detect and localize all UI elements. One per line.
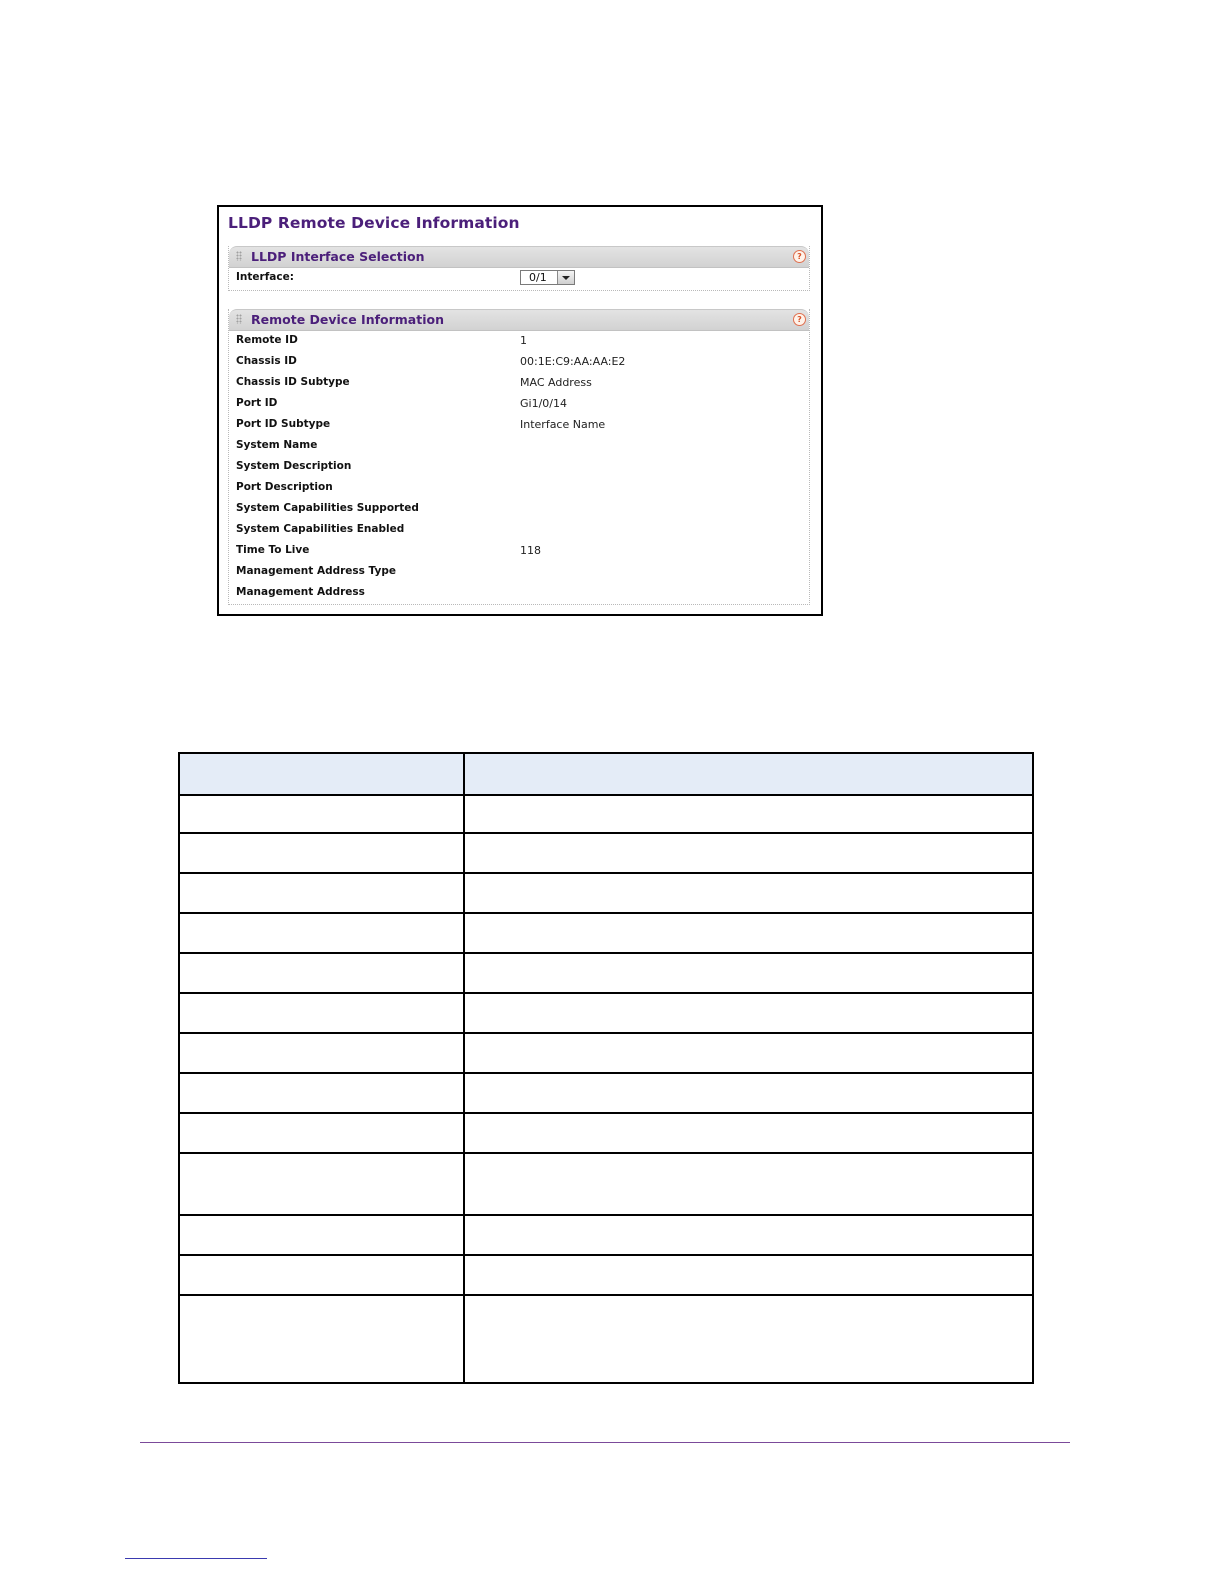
chevron-down-icon[interactable]	[557, 271, 574, 284]
info-label: Remote ID	[236, 334, 298, 346]
table-cell	[464, 795, 1033, 833]
interface-row	[229, 268, 809, 290]
remote-device-rows	[229, 331, 809, 604]
table-cell	[179, 913, 464, 953]
info-value: 118	[520, 544, 541, 557]
info-label: System Description	[236, 460, 352, 472]
table-header-row	[179, 753, 1033, 795]
table-cell	[179, 873, 464, 913]
info-value: Gi1/0/14	[520, 397, 567, 410]
remote-device-header	[229, 309, 809, 331]
table-body	[179, 795, 1033, 1383]
info-row	[229, 436, 809, 457]
table-row	[179, 1295, 1033, 1383]
footer-link-underline	[125, 1558, 267, 1559]
table-cell	[464, 1295, 1033, 1383]
interface-selection-header	[229, 246, 809, 268]
info-row	[229, 415, 809, 436]
table-cell	[179, 1255, 464, 1295]
info-row	[229, 583, 809, 604]
info-row	[229, 352, 809, 373]
info-label: Port ID	[236, 397, 278, 409]
table-row	[179, 795, 1033, 833]
info-label: System Name	[236, 439, 318, 451]
table-cell	[179, 795, 464, 833]
table-header-cell	[464, 753, 1033, 795]
table-cell	[179, 1295, 464, 1383]
table-row	[179, 913, 1033, 953]
info-label: Chassis ID	[236, 355, 297, 367]
info-row	[229, 457, 809, 478]
description-table	[178, 752, 1034, 1384]
interface-select-value: 0/1	[529, 271, 547, 284]
table-row	[179, 833, 1033, 873]
table-cell	[179, 1033, 464, 1073]
remote-device-section	[228, 309, 810, 605]
info-row	[229, 331, 809, 352]
interface-selection-section	[228, 246, 810, 291]
info-label: Time To Live	[236, 544, 310, 556]
interface-selection-title: LLDP Interface Selection	[251, 249, 425, 264]
table-cell	[179, 1073, 464, 1113]
table-cell	[464, 993, 1033, 1033]
info-value: Interface Name	[520, 418, 606, 431]
info-value: MAC Address	[520, 376, 592, 389]
table-row	[179, 1113, 1033, 1153]
info-label: Management Address Type	[236, 565, 396, 577]
info-value: 00:1E:C9:AA:AA:E2	[520, 355, 626, 368]
table-row	[179, 1215, 1033, 1255]
info-row	[229, 394, 809, 415]
info-row	[229, 520, 809, 541]
table-cell	[464, 1255, 1033, 1295]
page-divider	[140, 1442, 1070, 1443]
interface-select[interactable]	[520, 270, 575, 285]
info-row	[229, 562, 809, 583]
info-row	[229, 499, 809, 520]
table-cell	[464, 833, 1033, 873]
info-label: Port ID Subtype	[236, 418, 331, 430]
table-cell	[179, 1153, 464, 1215]
info-label: Management Address	[236, 586, 365, 598]
table-row	[179, 1153, 1033, 1215]
grip-icon	[236, 251, 242, 261]
table-cell	[464, 1033, 1033, 1073]
table-cell	[464, 913, 1033, 953]
table-row	[179, 953, 1033, 993]
remote-device-title: Remote Device Information	[251, 312, 444, 327]
info-label: System Capabilities Supported	[236, 502, 419, 514]
table-cell	[464, 953, 1033, 993]
info-row	[229, 478, 809, 499]
table-row	[179, 1073, 1033, 1113]
info-label: System Capabilities Enabled	[236, 523, 405, 535]
lldp-remote-device-panel	[217, 205, 823, 616]
table-row	[179, 1255, 1033, 1295]
table-cell	[179, 1113, 464, 1153]
table-cell	[179, 833, 464, 873]
table-cell	[464, 1073, 1033, 1113]
table-cell	[464, 1113, 1033, 1153]
table-cell	[179, 953, 464, 993]
page-title: LLDP Remote Device Information	[228, 214, 520, 232]
info-label: Port Description	[236, 481, 333, 493]
info-row	[229, 541, 809, 562]
info-value: 1	[520, 334, 527, 347]
table-cell	[464, 873, 1033, 913]
table-row	[179, 873, 1033, 913]
help-icon[interactable]: ?	[793, 250, 806, 263]
table-cell	[464, 1153, 1033, 1215]
table-row	[179, 993, 1033, 1033]
interface-label: Interface:	[236, 271, 294, 283]
grip-icon	[236, 314, 242, 324]
info-row	[229, 373, 809, 394]
table-row	[179, 1033, 1033, 1073]
info-label: Chassis ID Subtype	[236, 376, 350, 388]
table-cell	[179, 993, 464, 1033]
table-cell	[179, 1215, 464, 1255]
table-header-cell	[179, 753, 464, 795]
help-icon[interactable]: ?	[793, 313, 806, 326]
table-cell	[464, 1215, 1033, 1255]
